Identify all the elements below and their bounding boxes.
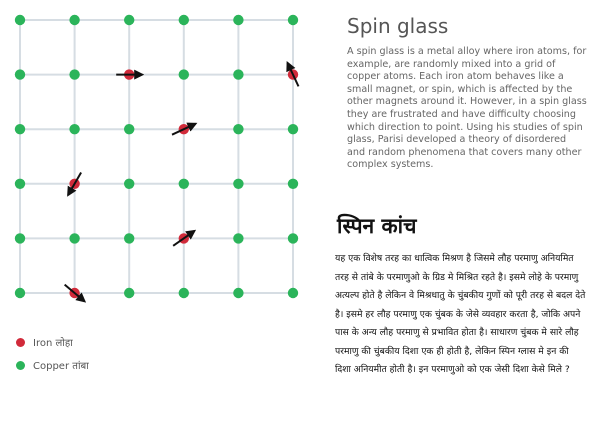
copper-atom (288, 15, 298, 25)
copper-atom (15, 124, 25, 134)
body-hindi: यह एक विशेष तरह का धात्विक मिश्रण है जिसमे लौह परमाणु अनियमित तरह से तांबे के परमाणुओ के ग्रिड मे मिश्रित रहते है। इसमे लोहे के परमाणु अत्यल्प होते है लेकिन वे मिश्रधातु के चुंबकीय गुणों को पूरी तरह से बदल देते है। इसमे हर लौह परमाणु एक चुंबक के जेसे व्यवहार करता है, जोकि अपने पास के अन्य लौह परमाणु से प्रभावित होता है। साधारण चुंबक मे सारे लौह परमाणु की चुंबकीय दिशा एक ही होती है, लेकिन स्पिन ग्लास मे इन की दिशा अनियमीत होती है। इन परमाणुओ को एक जेसी दिशा केसे मिले ? (335, 253, 586, 375)
copper-atom (124, 288, 134, 298)
copper-atom (124, 179, 134, 189)
copper-atom (179, 288, 189, 298)
body-english: A spin glass is a metal alloy where iron atoms, for example, are randomly mixed into a grid of copper atoms. Each iron atom behaves like a small magnet, or spin, which is affected by the other magnets around it. However, in a spin glass they are frustrated and have difficulty choosing which direction to point. Using his studies of spin glass, Parisi developed a theory of disordered and random phenomena that covers many other complex systems. (347, 46, 587, 171)
copper-atom (69, 15, 79, 25)
spin-glass-lattice (0, 0, 330, 320)
copper-atom (15, 179, 25, 189)
title-english: Spin glass (347, 14, 449, 38)
title-hindi: स्पिन कांच (337, 214, 417, 238)
iron-swatch (16, 338, 25, 347)
copper-atom (288, 233, 298, 243)
copper-atom (69, 233, 79, 243)
copper-atom (233, 233, 243, 243)
legend-copper (16, 358, 89, 372)
copper-atom (233, 124, 243, 134)
copper-swatch (16, 361, 25, 370)
copper-atom (15, 288, 25, 298)
copper-atom (233, 69, 243, 79)
copper-atom (288, 288, 298, 298)
copper-atom (69, 124, 79, 134)
copper-atom (288, 179, 298, 189)
copper-atom (179, 15, 189, 25)
copper-atom (179, 179, 189, 189)
copper-atom (233, 15, 243, 25)
copper-atom (15, 69, 25, 79)
copper-atom (233, 179, 243, 189)
copper-atom (179, 69, 189, 79)
legend-iron-label: Iron लोहा (33, 338, 73, 349)
copper-atom (233, 288, 243, 298)
copper-atom (288, 124, 298, 134)
legend-iron (16, 335, 73, 349)
copper-atom (124, 233, 134, 243)
copper-atom (15, 15, 25, 25)
legend-copper-label: Copper तांबा (33, 361, 89, 372)
copper-atom (124, 124, 134, 134)
copper-atom (124, 15, 134, 25)
copper-atom (69, 69, 79, 79)
copper-atom (15, 233, 25, 243)
